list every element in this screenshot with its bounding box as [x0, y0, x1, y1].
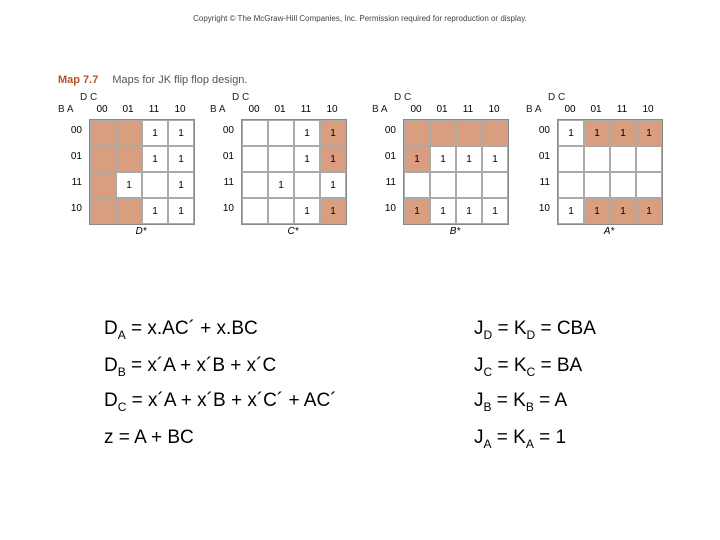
kmap-ba-label: B A	[526, 104, 542, 115]
kmap-col-header: 10	[174, 104, 186, 115]
kmap-cell: 1	[168, 146, 194, 172]
kmap-cell	[242, 120, 268, 146]
kmap-cell: 1	[636, 120, 662, 146]
kmap-cell: 1	[294, 120, 320, 146]
kmap-row-header: 01	[538, 151, 550, 162]
kmap-cell	[90, 120, 116, 146]
kmap-row-header: 10	[538, 203, 550, 214]
equation-jd-kd: $J_D = K_D$ = CBA	[474, 318, 596, 342]
kmap-col-header: 10	[326, 104, 338, 115]
kmap-grid	[89, 119, 195, 225]
kmap-cell	[116, 146, 142, 172]
kmap-cell: 1	[636, 198, 662, 224]
kmap-col-header: 00	[564, 104, 576, 115]
kmap-cell	[558, 172, 584, 198]
kmap-row-header: 00	[222, 125, 234, 136]
kmap-dc-label: D C	[394, 92, 412, 103]
kmap-row-header: 11	[385, 177, 396, 188]
kmap-cell: 1	[320, 172, 346, 198]
kmap-row-header: 00	[70, 125, 82, 136]
kmap-col-header: 10	[642, 104, 654, 115]
kmap-row-header: 11	[71, 177, 82, 188]
kmap-cell: 1	[294, 146, 320, 172]
kmap-0	[58, 92, 208, 242]
kmap-cell: 1	[430, 198, 456, 224]
kmap-cell	[610, 172, 636, 198]
kmap-col-header: 11	[300, 104, 312, 115]
kmap-row-header: 11	[539, 177, 550, 188]
kmap-ba-label: B A	[58, 104, 74, 115]
kmap-cell: 1	[558, 198, 584, 224]
equation-db: $D_B$ = x´A + x´B + x´C	[104, 355, 277, 379]
kmap-cell: 1	[142, 146, 168, 172]
kmap-cell: 1	[430, 146, 456, 172]
kmap-cell	[482, 120, 508, 146]
kmap-row-header: 01	[222, 151, 234, 162]
kmap-dc-label: D C	[548, 92, 566, 103]
map-caption	[58, 74, 247, 86]
kmap-cell: 1	[558, 120, 584, 146]
kmap-ba-label: B A	[372, 104, 388, 115]
kmap-cell: 1	[268, 172, 294, 198]
kmap-grid	[557, 119, 663, 225]
kmap-cell	[242, 198, 268, 224]
kmap-cell: 1	[482, 198, 508, 224]
kmap-cell: 1	[456, 198, 482, 224]
kmap-cell: 1	[482, 146, 508, 172]
kmap-cell	[116, 198, 142, 224]
kmap-row-header: 11	[223, 177, 234, 188]
kmap-grid	[403, 119, 509, 225]
map-caption-text: Maps for JK flip flop design.	[112, 74, 248, 86]
kmap-cell: 1	[456, 146, 482, 172]
kmap-ba-label: B A	[210, 104, 226, 115]
kmap-col-header: 00	[248, 104, 260, 115]
equation-da: $D_A$ = x.AC´ + x.BC	[104, 318, 258, 342]
kmap-row-header: 10	[384, 203, 396, 214]
equation-jc-kc: $J_C = K_C$ = BA	[474, 355, 583, 379]
kmap-cell	[90, 172, 116, 198]
kmap-cell	[142, 172, 168, 198]
kmap-cell	[268, 120, 294, 146]
kmap-function-name: A*	[603, 226, 615, 237]
kmap-cell	[404, 120, 430, 146]
kmap-cell	[456, 120, 482, 146]
kmap-cell	[610, 146, 636, 172]
kmap-cell: 1	[168, 120, 194, 146]
kmap-col-header: 01	[122, 104, 134, 115]
kmap-2	[372, 92, 522, 242]
kmap-cell	[294, 172, 320, 198]
kmap-col-header: 11	[616, 104, 628, 115]
kmap-col-header: 11	[148, 104, 160, 115]
kmap-cell: 1	[584, 120, 610, 146]
equation-jb-kb: $J_B = K_B = A$	[474, 390, 568, 414]
equation-z: z = A + BC	[104, 427, 194, 448]
kmap-cell	[404, 172, 430, 198]
kmap-col-header: 00	[96, 104, 108, 115]
kmap-col-header: 10	[488, 104, 500, 115]
kmap-cell: 1	[404, 146, 430, 172]
kmap-col-header: 01	[590, 104, 602, 115]
copyright-notice: Copyright © The McGraw-Hill Companies, Inc. Permission required for reproduction or display.	[193, 14, 527, 23]
kmap-cell	[242, 146, 268, 172]
kmap-cell: 1	[610, 120, 636, 146]
kmap-col-header: 01	[436, 104, 448, 115]
kmap-function-name: D*	[135, 226, 147, 237]
equation-ja-ka: $J_A = K_A = 1$	[474, 427, 567, 451]
kmap-cell	[482, 172, 508, 198]
kmap-cell	[268, 198, 294, 224]
map-number: Map 7.7	[58, 74, 99, 86]
kmap-col-header: 01	[274, 104, 286, 115]
kmap-cell: 1	[116, 172, 142, 198]
kmap-cell	[584, 146, 610, 172]
kmap-cell: 1	[168, 172, 194, 198]
kmap-cell: 1	[404, 198, 430, 224]
kmap-cell	[116, 120, 142, 146]
kmap-row-header: 01	[384, 151, 396, 162]
kmap-cell	[268, 146, 294, 172]
kmap-dc-label: D C	[80, 92, 98, 103]
kmap-row-header: 00	[384, 125, 396, 136]
kmap-cell	[430, 120, 456, 146]
kmap-col-header: 11	[462, 104, 474, 115]
kmap-dc-label: D C	[232, 92, 250, 103]
kmap-cell	[636, 172, 662, 198]
kmap-cell: 1	[142, 198, 168, 224]
kmap-row-header: 00	[538, 125, 550, 136]
kmap-1	[210, 92, 360, 242]
kmap-cell	[584, 172, 610, 198]
kmap-grid	[241, 119, 347, 225]
kmap-function-name: C*	[287, 226, 299, 237]
kmap-function-name: B*	[449, 226, 461, 237]
kmap-cell: 1	[610, 198, 636, 224]
kmap-cell	[430, 172, 456, 198]
kmap-cell	[242, 172, 268, 198]
kmap-cell: 1	[320, 120, 346, 146]
kmap-cell	[90, 146, 116, 172]
kmap-row-header: 10	[222, 203, 234, 214]
kmap-cell	[558, 146, 584, 172]
kmap-3	[526, 92, 676, 242]
kmap-cell	[456, 172, 482, 198]
equation-dc: $D_C$ = x´A + x´B + x´C´ + AC´	[104, 390, 337, 414]
kmap-cell: 1	[320, 146, 346, 172]
kmap-cell: 1	[168, 198, 194, 224]
kmap-col-header: 00	[410, 104, 422, 115]
kmap-row-header: 01	[70, 151, 82, 162]
kmap-cell: 1	[294, 198, 320, 224]
kmap-row-header: 10	[70, 203, 82, 214]
kmap-cell: 1	[142, 120, 168, 146]
kmap-cell: 1	[584, 198, 610, 224]
kmap-cell	[636, 146, 662, 172]
kmap-cell: 1	[320, 198, 346, 224]
kmap-cell	[90, 198, 116, 224]
